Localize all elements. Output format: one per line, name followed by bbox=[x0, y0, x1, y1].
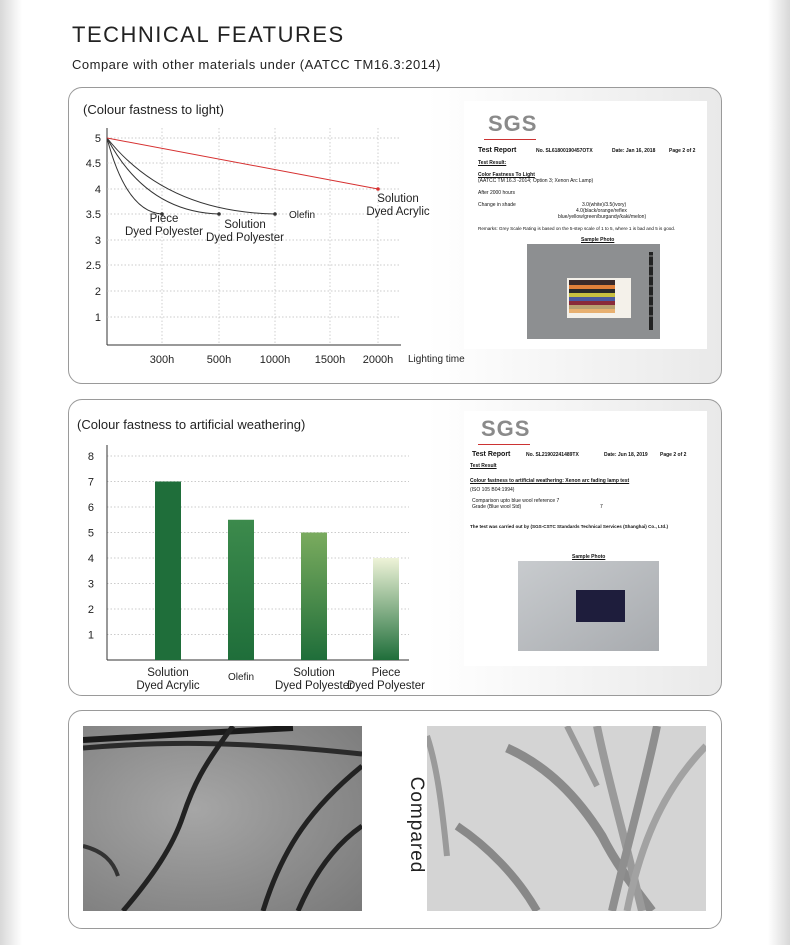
light-y-tick: 2.5 bbox=[85, 260, 101, 272]
report2-grade-label: Grade (Blue wool Std) bbox=[472, 504, 522, 510]
sgs-report-2 bbox=[464, 411, 707, 666]
fiber-image-left bbox=[83, 726, 362, 911]
light-fastness-chart bbox=[69, 88, 469, 378]
page-edge-shadow-right bbox=[768, 0, 790, 945]
report1-after: After 2000 hours bbox=[478, 190, 515, 196]
light-series-label: Solution bbox=[377, 193, 419, 205]
sgs-report-1 bbox=[464, 101, 707, 349]
bar-y-tick: 7 bbox=[87, 476, 94, 489]
light-x-tick: 1500h bbox=[314, 354, 346, 366]
light-x-tick: 500h bbox=[206, 354, 232, 366]
light-fastness-panel bbox=[68, 87, 722, 384]
light-series-label: Solution bbox=[224, 219, 266, 231]
weathering-bar-chart bbox=[69, 400, 469, 694]
weathering-panel bbox=[68, 399, 722, 696]
report1-change-value-3: blue/yellow/green/burgandy/kaki/melon) bbox=[558, 214, 647, 220]
light-series-label: Dyed Polyester bbox=[125, 226, 203, 238]
light-y-tick: 1 bbox=[94, 312, 101, 324]
report2-date: Date: Jun 18, 2019 bbox=[604, 452, 648, 458]
report2-carried-out: The test was carried out by (SGS-CSTC Standards Technical Services (Shanghai) Co., Ltd.) bbox=[470, 524, 668, 529]
bar-y-tick: 5 bbox=[87, 527, 94, 540]
report1-test-result: Test Result: bbox=[478, 160, 507, 166]
report1-change-value-2: 4.0(black/orange/reflex bbox=[576, 208, 627, 214]
report2-sample-photo bbox=[518, 561, 659, 651]
light-x-tick: 1000h bbox=[259, 354, 291, 366]
light-series-point bbox=[376, 187, 380, 191]
page-subtitle: Compare with other materials under (AATCC TM16.3:2014) bbox=[72, 57, 441, 72]
report1-page: Page 2 of 2 bbox=[669, 148, 696, 154]
light-chart-title: (Colour fastness to light) bbox=[83, 102, 224, 117]
report2-heading: Test Report bbox=[472, 451, 511, 458]
report1-date: Date: Jan 16, 2018 bbox=[612, 148, 656, 154]
light-series-label: Dyed Polyester bbox=[206, 232, 284, 244]
light-y-tick: 4 bbox=[94, 184, 101, 196]
report1-number: No. SL61800190457OTX bbox=[536, 148, 593, 154]
report2-section: Colour fastness to artificial weathering: Xenon arc fading lamp test bbox=[470, 478, 630, 484]
bar bbox=[301, 533, 327, 661]
sgs-logo-underline-1 bbox=[484, 139, 536, 140]
report2-method: (ISO 105 B04:1994) bbox=[470, 487, 515, 493]
bar-category-label: Dyed Polyester bbox=[347, 680, 425, 692]
sgs-logo-2: SGS bbox=[481, 416, 531, 441]
report1-method: (AATCC TM 16.3 -2014; Option 3; Xenon Arc Lamp) bbox=[478, 178, 594, 184]
light-x-label: Lighting time bbox=[408, 354, 465, 365]
compared-text: Compared bbox=[406, 776, 427, 874]
report1-change-label: Change in shade bbox=[478, 202, 516, 208]
bar-y-tick: 3 bbox=[87, 578, 94, 591]
report2-comparison: Comparison upto blue wool reference 7 bbox=[472, 498, 560, 504]
page-edge-shadow-left bbox=[0, 0, 22, 945]
light-series-point bbox=[217, 212, 221, 216]
bar bbox=[373, 558, 399, 660]
bar-y-tick: 4 bbox=[87, 553, 94, 565]
light-series-line bbox=[107, 138, 378, 189]
sgs-logo-underline-2 bbox=[478, 444, 530, 445]
light-series-point bbox=[273, 212, 277, 216]
light-x-tick: 2000h bbox=[362, 354, 394, 366]
report1-remarks: Remarks: Grey Scale Rating is based on the 5-step scale of 1 to 5, where 1 is bad and 5 is good. bbox=[478, 226, 676, 231]
report1-section: Color Fastness To Light bbox=[478, 172, 535, 178]
report2-grade-value: 7 bbox=[600, 504, 603, 510]
report2-sample-photo-label: Sample Photo bbox=[572, 554, 606, 560]
bar-category-label: Solution bbox=[293, 667, 335, 679]
page-title: TECHNICAL FEATURES bbox=[72, 22, 345, 47]
light-y-tick: 3 bbox=[94, 235, 101, 247]
compared-label bbox=[396, 769, 427, 879]
light-y-tick: 5 bbox=[94, 133, 101, 145]
bar-category-label: Dyed Polyester bbox=[275, 680, 353, 692]
light-series-line bbox=[107, 138, 162, 214]
report2-page: Page 2 of 2 bbox=[660, 452, 687, 458]
light-series-label: Dyed Acrylic bbox=[366, 206, 430, 218]
bar bbox=[155, 482, 181, 661]
weathering-chart-title: (Colour fastness to artificial weathering) bbox=[77, 417, 306, 432]
sgs-logo-1: SGS bbox=[488, 111, 538, 136]
report1-sample-photo bbox=[527, 244, 660, 339]
bar-y-tick: 1 bbox=[87, 629, 94, 642]
light-series-line bbox=[107, 138, 275, 214]
light-x-tick: 300h bbox=[149, 354, 175, 366]
light-series-label: Piece bbox=[149, 213, 179, 225]
bar-category-label: Solution bbox=[147, 667, 189, 679]
bar-category-label: Olefin bbox=[227, 672, 255, 683]
fiber-image-right bbox=[427, 726, 706, 911]
bar-y-tick: 6 bbox=[87, 502, 94, 514]
light-y-tick: 3.5 bbox=[85, 209, 101, 221]
report1-heading: Test Report bbox=[478, 147, 517, 154]
report2-test-result: Test Result bbox=[470, 463, 497, 469]
report1-sample-photo-label: Sample Photo bbox=[581, 237, 615, 243]
bar-y-tick: 2 bbox=[87, 604, 94, 616]
bar bbox=[228, 520, 254, 660]
fiber-compare-panel bbox=[68, 710, 722, 929]
bar-category-label: Piece bbox=[371, 667, 401, 679]
bar-y-tick: 8 bbox=[87, 451, 94, 463]
report2-number: No. SL21902241489TX bbox=[526, 452, 579, 458]
light-y-tick: 4.5 bbox=[85, 158, 101, 170]
report1-change-value-1: 3.0(white)/3.5(ivory) bbox=[582, 202, 627, 208]
light-y-tick: 2 bbox=[94, 286, 101, 298]
bar-category-label: Dyed Acrylic bbox=[136, 680, 200, 692]
light-series-label: Olefin bbox=[289, 210, 316, 221]
